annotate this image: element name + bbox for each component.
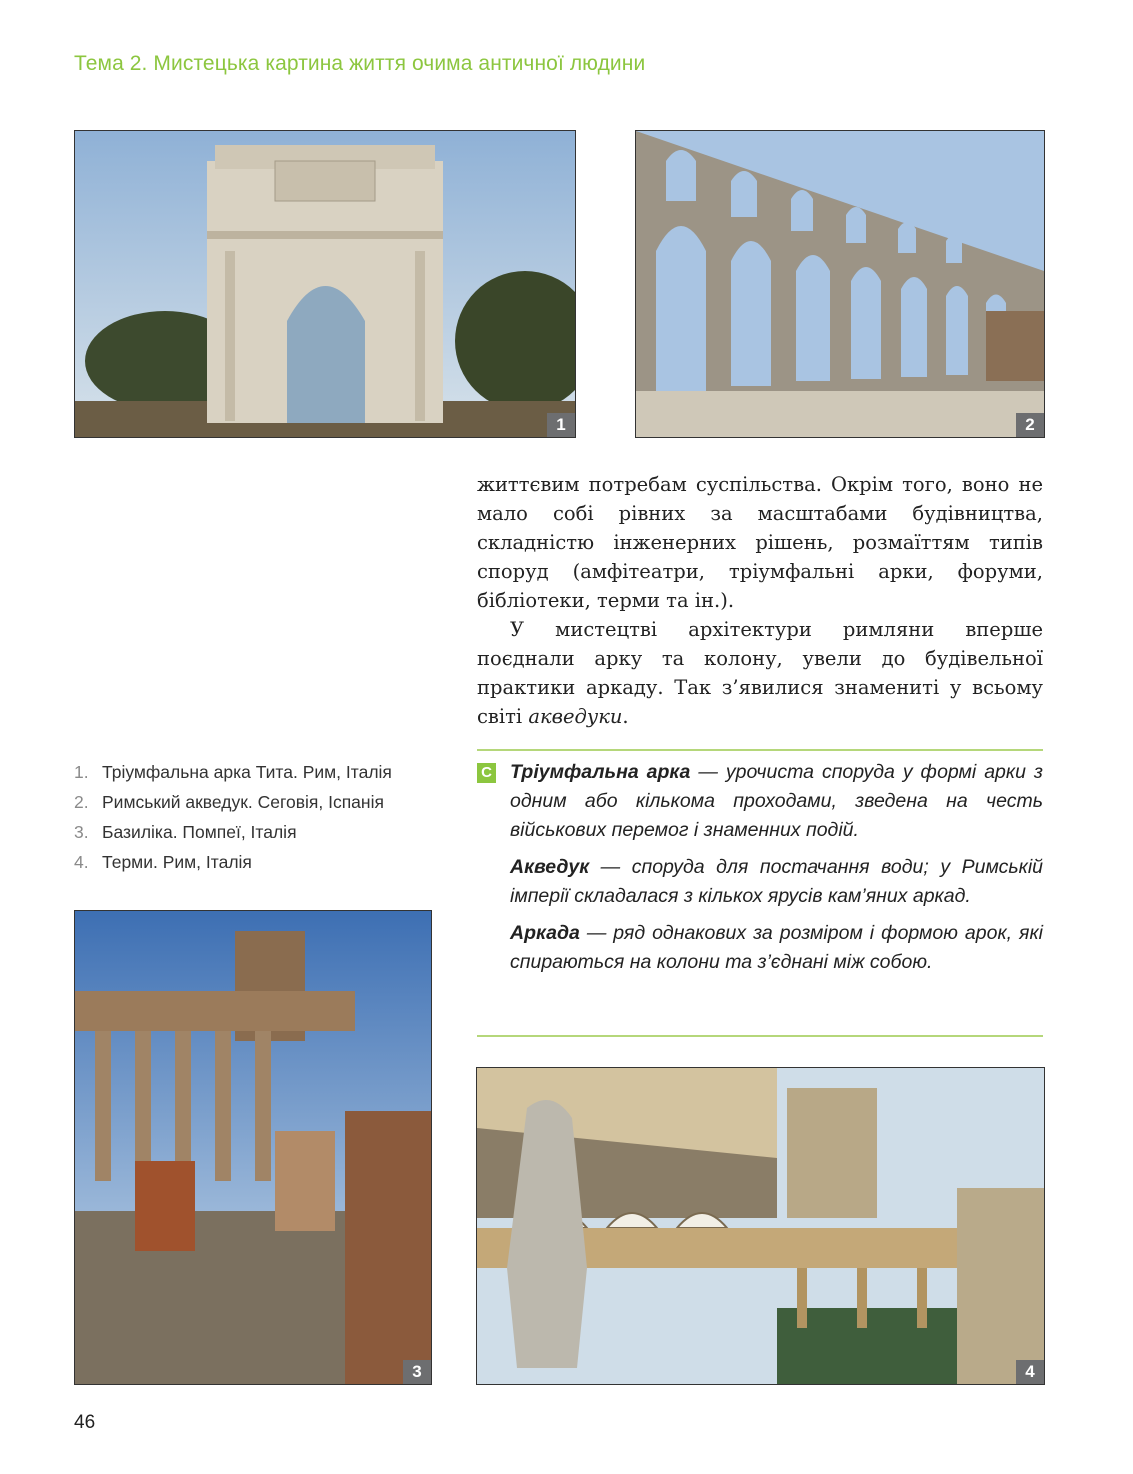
- paragraph-end: .: [622, 705, 629, 728]
- topic-header: Тема 2. Мистецька картина життя очима античної людини: [74, 52, 646, 75]
- photo-aqueduct: [635, 130, 1045, 438]
- definition-text: — урочиста споруда у формі арки з одним або кількома проходами, зведена на честь військових перемог і знаменних подій.: [510, 761, 1043, 841]
- paragraph-text: У мистецтві архітектури римляни вперше поєднали арку та колону, увели до будівельної практики аркаду. Так з’явилися знамениті у всьому світі: [477, 618, 1043, 728]
- definition-term: Аркада: [510, 922, 580, 944]
- definition-badge: С: [477, 763, 496, 783]
- definition-text: — споруда для постачання води; у Римській імперії складалася з кількох ярусів кам’яних аркад.: [510, 856, 1043, 907]
- photo-baths: [476, 1067, 1045, 1385]
- definition-term: Акведук: [510, 856, 590, 878]
- photo-basilica: [74, 910, 432, 1385]
- caption-text: Тріумфальна арка Тита. Рим, Італія: [102, 762, 392, 782]
- photo-number-badge: 2: [1016, 413, 1044, 437]
- caption-item: [74, 817, 454, 847]
- caption-item: [74, 847, 454, 877]
- photo-number-badge: 4: [1016, 1360, 1044, 1384]
- emphasis-term: акведуки: [528, 705, 623, 728]
- caption-text: Терми. Рим, Італія: [102, 852, 252, 872]
- caption-text: Базиліка. Помпеї, Італія: [102, 822, 297, 842]
- baths-illustration: [477, 1068, 1044, 1384]
- caption-number: 1.: [74, 762, 89, 782]
- caption-number: 3.: [74, 822, 89, 842]
- definitions-box: [477, 758, 1043, 985]
- photo-captions: [74, 757, 454, 877]
- photo-number-badge: 3: [403, 1360, 431, 1384]
- photo-number-badge: 1: [547, 413, 575, 437]
- divider: [477, 749, 1043, 751]
- paragraph: життєвим потребам суспільства. Окрім того, воно не мало собі рівних за масштабами будівництва, складністю інженерних рішень, розмаїттям типів споруд (амфітеатри, тріумфальні арки, форуми, бібліотеки, терми та ін.).: [477, 473, 1043, 612]
- body-text: [477, 470, 1043, 731]
- definition: [477, 853, 1043, 911]
- basilica-illustration: [75, 911, 431, 1384]
- definition-text: — ряд однакових за розміром і формою арок, які спираються на колони та з’єднані між собою.: [510, 922, 1043, 973]
- caption-item: [74, 757, 454, 787]
- definition-term: Тріумфальна арка: [510, 761, 691, 783]
- triumphal-arch-illustration: [75, 131, 575, 437]
- divider: [477, 1035, 1043, 1037]
- aqueduct-illustration: [636, 131, 1044, 437]
- caption-item: [74, 787, 454, 817]
- page-number: 46: [74, 1412, 96, 1433]
- caption-text: Римський акведук. Сеговія, Іспанія: [102, 792, 384, 812]
- caption-number: 4.: [74, 852, 89, 872]
- paragraph: [477, 615, 1043, 731]
- definition: [477, 758, 1043, 845]
- photo-triumphal-arch: [74, 130, 576, 438]
- definition: [477, 919, 1043, 977]
- caption-number: 2.: [74, 792, 89, 812]
